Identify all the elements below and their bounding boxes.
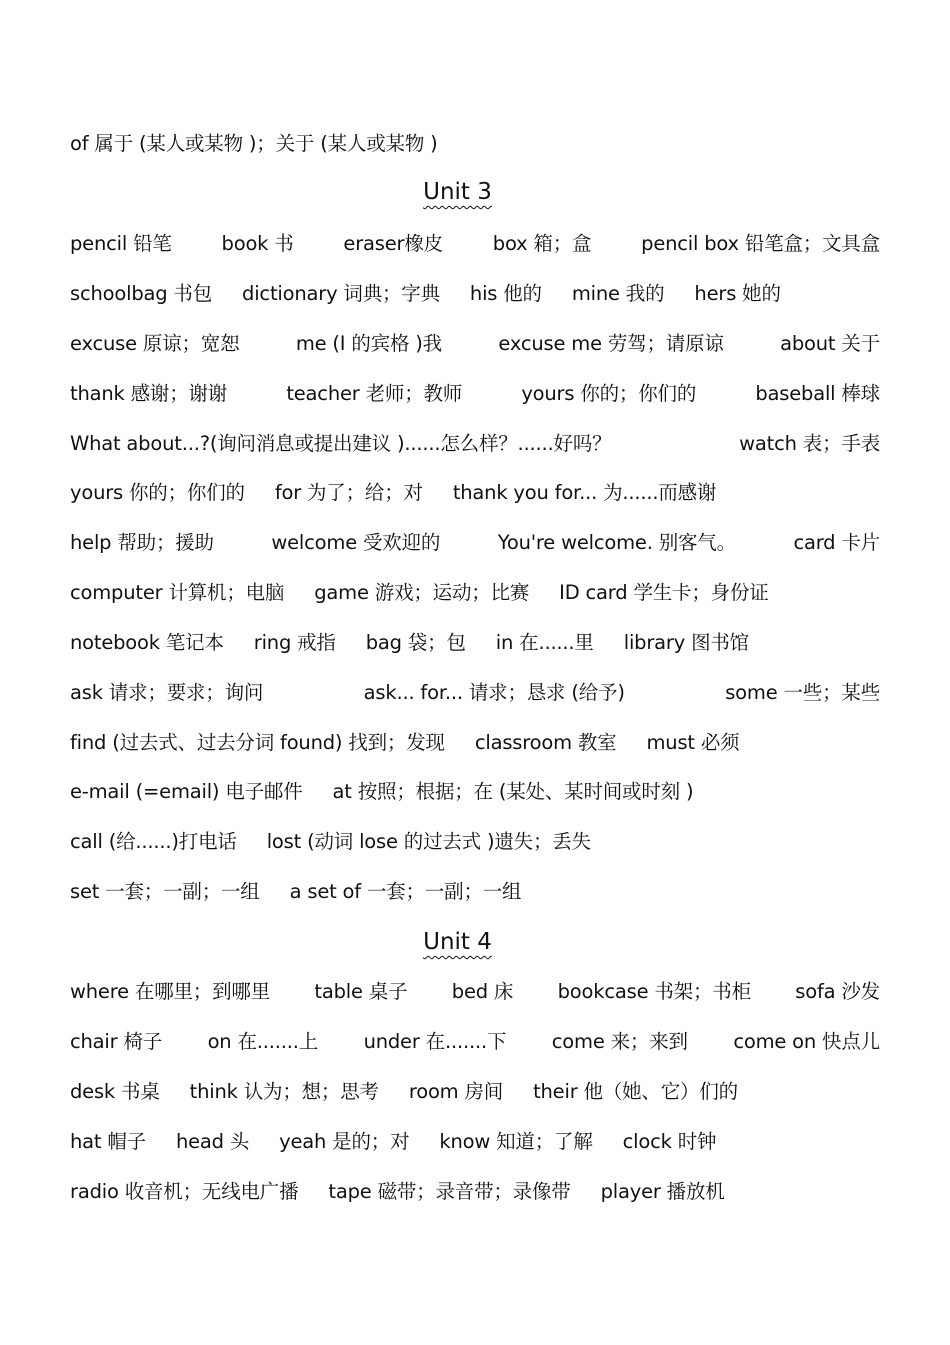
vocab-entry: hat 帽子 <box>70 1130 146 1153</box>
vocab-entry: excuse 原谅；宽恕 <box>70 332 240 355</box>
vocab-entry: think 认为；想；思考 <box>189 1080 379 1103</box>
vocab-line <box>70 827 880 857</box>
vocab-entry: computer 计算机；电脑 <box>70 581 285 604</box>
vocab-entry: baseball 棒球 <box>755 382 880 405</box>
vocab-entry: find (过去式、过去分词 found) 找到；发现 <box>70 731 445 754</box>
vocab-line <box>70 478 880 508</box>
unit-title: Unit 3 <box>423 179 492 205</box>
vocab-entry: table 桌子 <box>314 980 408 1003</box>
vocab-line <box>70 977 880 1007</box>
vocab-entry: classroom 教室 <box>474 731 617 754</box>
vocab-entry: yours 你的；你们的 <box>70 481 245 504</box>
vocab-entry: book 书 <box>221 232 294 255</box>
vocab-entry: hers 她的 <box>694 282 781 305</box>
vocab-entry: ring 戒指 <box>253 631 336 654</box>
vocab-entry: thank 感谢；谢谢 <box>70 382 228 405</box>
vocab-entry: call (给......)打电话 <box>70 830 237 853</box>
vocab-entry: mine 我的 <box>571 282 665 305</box>
vocab-entry: dictionary 词典；字典 <box>242 282 440 305</box>
vocab-entry: some 一些；某些 <box>725 681 880 704</box>
vocab-line <box>70 777 880 807</box>
vocab-line <box>70 229 880 259</box>
vocab-entry: come 来；来到 <box>551 1030 688 1053</box>
intro-line: of 属于 (某人或某物 )；关于 (某人或某物 ) <box>70 132 438 155</box>
vocab-entry: excuse me 劳驾；请原谅 <box>498 332 724 355</box>
vocab-entry: chair 椅子 <box>70 1030 163 1053</box>
vocab-entry: ask 请求；要求；询问 <box>70 681 264 704</box>
vocab-entry: set 一套；一副；一组 <box>70 880 260 903</box>
vocab-entry: What about...?(询问消息或提出建议 )......怎么样？......好吗？ <box>70 432 612 455</box>
vocab-entry: notebook 笔记本 <box>70 631 224 654</box>
vocab-entry: bed 床 <box>451 980 514 1003</box>
vocab-line <box>70 678 880 708</box>
vocab-entry: box 箱；盒 <box>492 232 592 255</box>
vocab-entry: head 头 <box>175 1130 250 1153</box>
vocab-entry: thank you for... 为......而感谢 <box>452 481 717 504</box>
vocab-entry: pencil box 铅笔盒；文具盒 <box>641 232 880 255</box>
vocab-line <box>70 1027 880 1057</box>
vocab-entry: pencil 铅笔 <box>70 232 172 255</box>
vocab-entry: desk 书桌 <box>70 1080 160 1103</box>
vocab-entry: ID card 学生卡；身份证 <box>559 581 769 604</box>
vocab-entry: come on 快点儿 <box>733 1030 880 1053</box>
vocab-line <box>70 1127 880 1157</box>
vocab-entry: for 为了；给；对 <box>274 481 423 504</box>
vocab-entry: must 必须 <box>646 731 740 754</box>
vocab-entry: his 他的 <box>469 282 542 305</box>
vocab-line <box>70 528 880 558</box>
vocab-entry: eraser橡皮 <box>343 232 443 255</box>
vocab-entry: help 帮助；援助 <box>70 531 214 554</box>
vocab-entry: clock 时钟 <box>622 1130 717 1153</box>
vocab-entry: lost (动词 lose 的过去式 )遗失；丢失 <box>266 830 591 853</box>
vocab-entry: e-mail (=email) 电子邮件 <box>70 780 303 803</box>
vocab-entry: teacher 老师；教师 <box>286 382 463 405</box>
vocab-entry: room 房间 <box>408 1080 504 1103</box>
vocab-entry: player 播放机 <box>600 1180 725 1203</box>
vocab-entry: tape 磁带；录音带；录像带 <box>328 1180 571 1203</box>
vocab-entry: library 图书馆 <box>623 631 749 654</box>
vocab-entry: know 知道；了解 <box>439 1130 593 1153</box>
vocab-entry: where 在哪里；到哪里 <box>70 980 270 1003</box>
vocab-entry: on 在.......上 <box>207 1030 319 1053</box>
vocab-entry: about 关于 <box>780 332 880 355</box>
vocab-entry: bookcase 书架；书柜 <box>557 980 751 1003</box>
vocab-line <box>70 1177 880 1207</box>
unit-3-heading <box>0 177 915 207</box>
vocab-entry: their 他（她、它）们的 <box>533 1080 738 1103</box>
vocab-line <box>70 329 880 359</box>
vocab-entry: a set of 一套；一副；一组 <box>289 880 522 903</box>
vocab-entry: yeah 是的；对 <box>279 1130 410 1153</box>
vocab-entry: in 在......里 <box>495 631 594 654</box>
vocab-entry: schoolbag 书包 <box>70 282 213 305</box>
vocab-entry: under 在.......下 <box>363 1030 507 1053</box>
vocab-line <box>70 628 880 658</box>
vocab-entry: watch 表；手表 <box>739 432 880 455</box>
vocab-entry: game 游戏；运动；比赛 <box>314 581 530 604</box>
vocab-line <box>70 578 880 608</box>
unit-title: Unit 4 <box>423 929 492 955</box>
vocab-line <box>70 279 880 309</box>
vocab-line <box>70 1077 880 1107</box>
vocab-line <box>70 728 880 758</box>
vocab-line <box>70 877 880 907</box>
vocab-entry: welcome 受欢迎的 <box>271 531 441 554</box>
vocab-entry: You're welcome. 别客气。 <box>497 531 736 554</box>
unit-4-heading <box>0 927 915 957</box>
vocab-entry: radio 收音机；无线电广播 <box>70 1180 299 1203</box>
vocab-line <box>70 429 880 459</box>
vocab-line <box>70 379 880 409</box>
vocab-entry: bag 袋；包 <box>365 631 466 654</box>
vocab-entry: at 按照；根据；在 (某处、某时间或时刻 ) <box>332 780 694 803</box>
vocab-entry: ask... for... 请求；恳求 (给予) <box>363 681 625 704</box>
vocab-entry: me (I 的宾格 )我 <box>295 332 442 355</box>
vocab-entry: sofa 沙发 <box>795 980 880 1003</box>
vocab-entry: yours 你的；你们的 <box>521 382 697 405</box>
vocab-entry: card 卡片 <box>793 531 880 554</box>
